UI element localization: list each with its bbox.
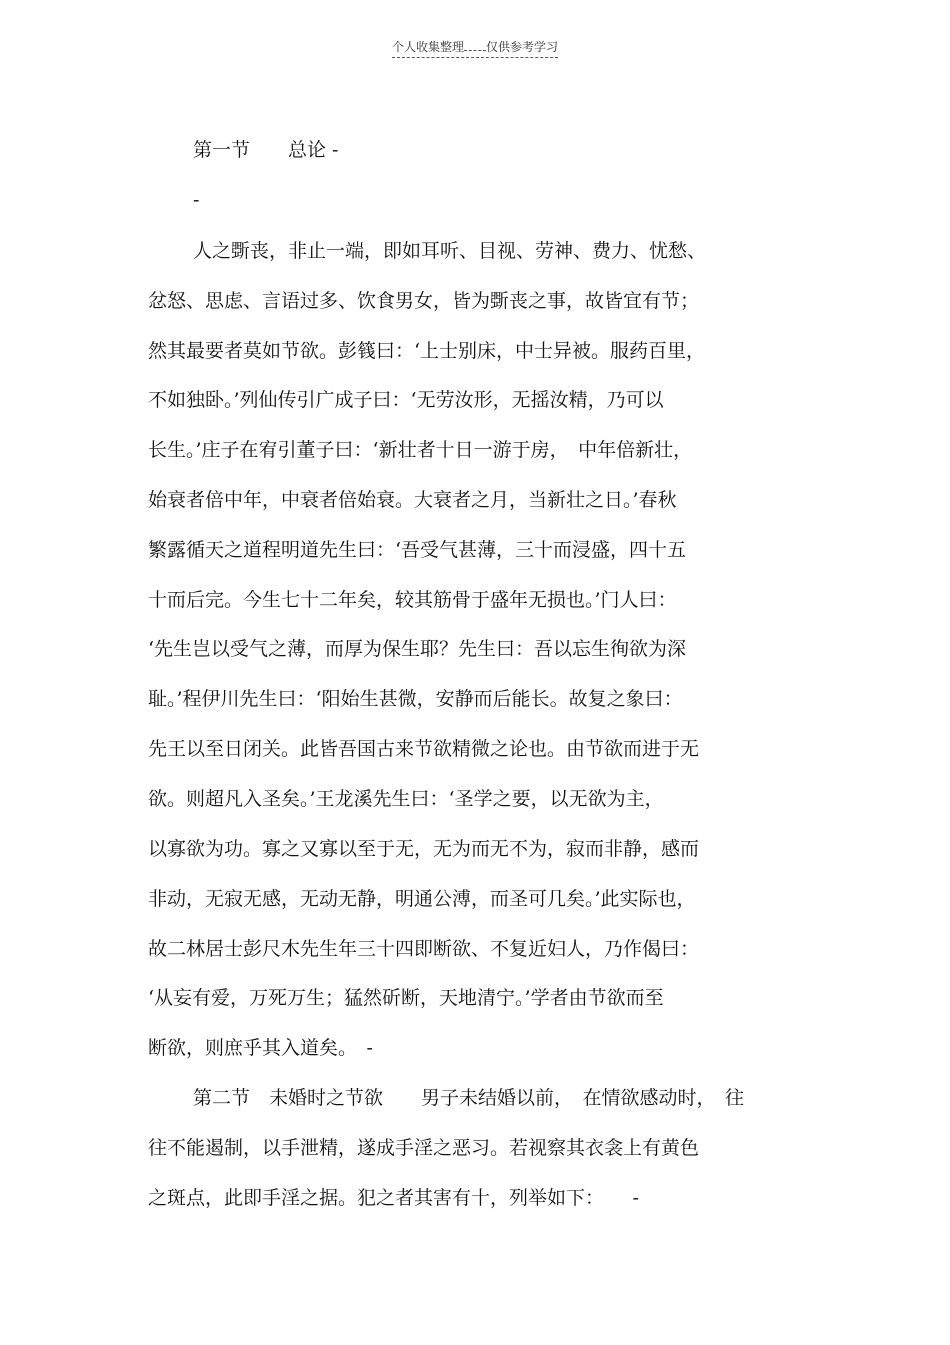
text-line: 忿怒、思虑、言语过多、饮食男女，皆为斲丧之事，故皆宜有节； <box>148 290 700 312</box>
text-line: ‘从妄有爱，万死万生；猛然斫断，天地清宁。’学者由节欲而至 <box>148 987 664 1009</box>
paragraph-first-line: 人之斲丧，非止一端，即如耳听、目视、劳神、费力、忧愁、 <box>193 240 707 262</box>
text-line: 断欲，则庶乎其入道矣。 - <box>148 1037 373 1059</box>
page-header <box>0 38 950 58</box>
header-left-text: 个人收集整理 <box>391 40 464 54</box>
section-heading-2: 第二节 未婚时之节欲 男子未结婚以前， 在情欲感动时， 往 <box>193 1087 745 1109</box>
text-line: 往不能遏制，以手泄精，遂成手淫之恶习。若视察其衣衾上有黄色 <box>148 1137 700 1159</box>
text-line: 始衰者倍中年，中衰者倍始衰。大衰者之月，当新壮之日。’春秋 <box>148 489 677 511</box>
text-line: 然其最要者莫如节欲。彭篯曰：‘上士别床，中士异被。服药百里， <box>148 340 706 362</box>
text-line: 繁露循天之道程明道先生曰：‘吾受气甚薄，三十而浸盛，四十五 <box>148 539 687 561</box>
text-line: 不如独卧。’列仙传引广成子曰：‘无劳汝形，无摇汝精，乃可以 <box>148 389 664 411</box>
text-line: 欲。则超凡入圣矣。’王龙溪先生曰：‘圣学之要，以无欲为主， <box>148 788 664 810</box>
text-line: 非动，无寂无感，无动无静，明通公溥，而圣可几矣。’此实际也， <box>148 888 696 910</box>
text-line: 十而后完。今生七十二年矣，较其筋骨于盛年无损也。’门人曰： <box>148 589 677 611</box>
text-line: 先王以至日闭关。此皆吾国古来节欲精微之论也。由节欲而进于无 <box>148 738 700 760</box>
text-line: 之斑点，此即手淫之据。犯之者其害有十，列举如下： - <box>148 1187 639 1209</box>
text-line: ‘先生岂以受气之薄，而厚为保生耶？先生曰：吾以忘生徇欲为深 <box>148 638 687 660</box>
text-line: 长生。’庄子在宥引董子曰：‘新壮者十日一游于房， 中年倍新壮， <box>148 439 693 461</box>
header-underline <box>392 38 558 58</box>
section-heading-1: 第一节 总论 - <box>193 139 339 161</box>
text-line: 以寡欲为功。寡之又寡以至于无，无为而无不为，寂而非静，感而 <box>148 838 700 860</box>
text-line: 耻。’程伊川先生曰：‘阳始生甚微，安静而后能长。故复之象曰： <box>148 688 683 710</box>
text-line: 故二林居士彭尺木先生年三十四即断欲、不复近妇人，乃作偈曰： <box>148 938 700 960</box>
header-right-text: 仅供参考学习 <box>486 40 559 54</box>
text-line: - <box>193 189 200 211</box>
